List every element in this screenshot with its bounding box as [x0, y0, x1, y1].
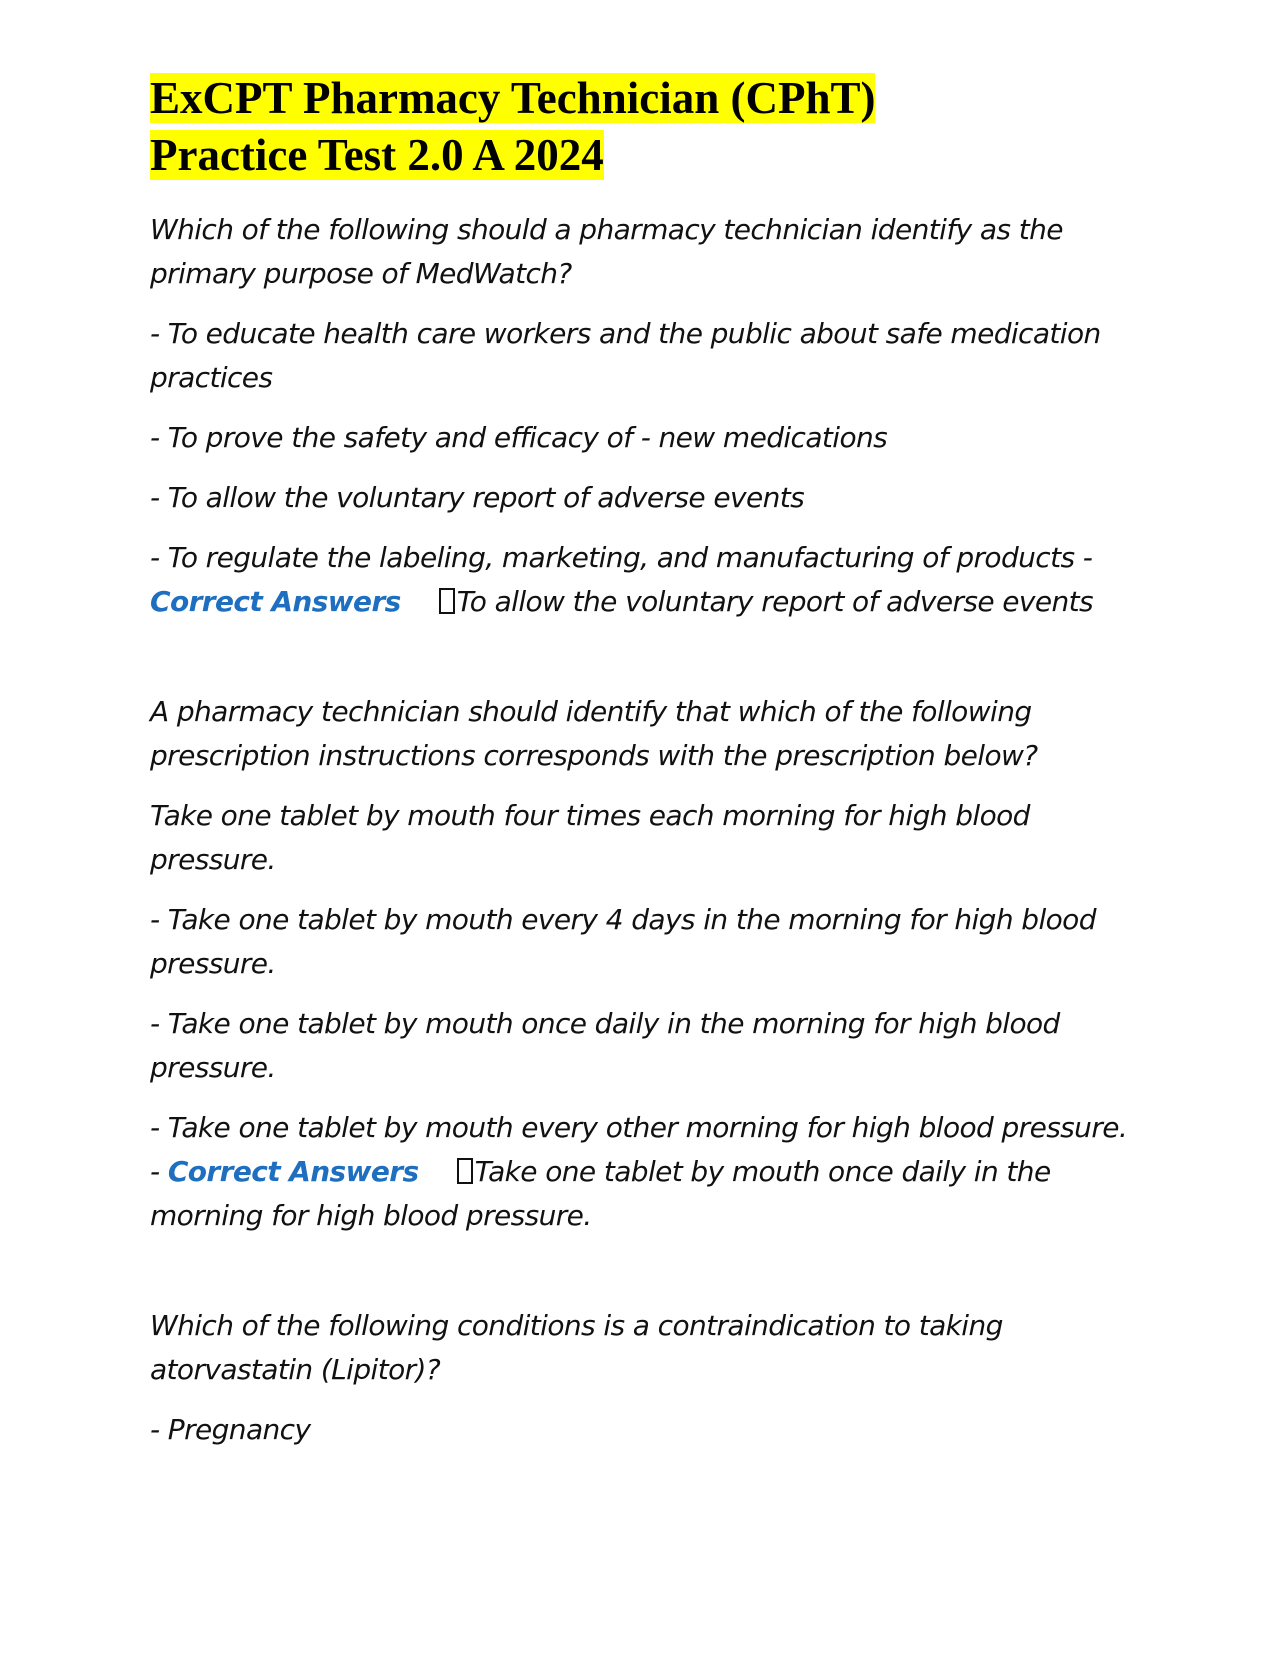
correct-answers-label: Correct Answers [150, 585, 401, 618]
section-gap [150, 640, 1130, 690]
answer-option-with-correct-answer [150, 536, 1130, 624]
question-block-3 [150, 1304, 1130, 1452]
correct-answer-text: Take one tablet by mouth once daily in the morning for high blood pressure. [150, 1155, 1051, 1232]
answer-option: - Take one tablet by mouth every other morning for high blood pressure. - [150, 1111, 1128, 1188]
missing-glyph-icon [457, 1158, 473, 1184]
answer-option: - Pregnancy [150, 1413, 311, 1446]
question-text: Which of the following should a pharmacy technician identify as the primary purpose of MedWatch? [150, 213, 1063, 290]
missing-glyph-icon [439, 588, 455, 614]
section-gap [150, 1254, 1130, 1304]
answer-option-with-correct-answer [150, 1106, 1130, 1238]
correct-answers-label: Correct Answers [167, 1155, 419, 1188]
answer-option: - Take one tablet by mouth once daily in the morning for high blood pressure. [150, 1007, 1060, 1084]
correct-answer-text: To allow the voluntary report of adverse events [456, 585, 1094, 618]
answer-option: - To regulate the labeling, marketing, and manufacturing of products - [150, 541, 1093, 574]
answer-option: - To allow the voluntary report of adverse events [150, 481, 805, 514]
question-text: A pharmacy technician should identify that which of the following prescription instructions corresponds with the prescription below? [150, 695, 1038, 772]
document-page [150, 70, 1130, 1468]
question-block-2 [150, 690, 1130, 1238]
question-text: Which of the following conditions is a contraindication to taking atorvastatin (Lipitor)? [150, 1309, 1003, 1386]
title-line-1: ExCPT Pharmacy Technician (CPhT) [150, 73, 876, 123]
question-block-1 [150, 208, 1130, 624]
answer-option: - To educate health care workers and the public about safe medication practices [150, 317, 1101, 394]
answer-option: - Take one tablet by mouth every 4 days in the morning for high blood pressure. [150, 903, 1096, 980]
answer-option: - To prove the safety and efficacy of - new medications [150, 421, 888, 454]
prescription-text: Take one tablet by mouth four times each morning for high blood pressure. [150, 799, 1030, 876]
title-line-2: Practice Test 2.0 A 2024 [150, 130, 604, 180]
document-title [150, 70, 1130, 184]
